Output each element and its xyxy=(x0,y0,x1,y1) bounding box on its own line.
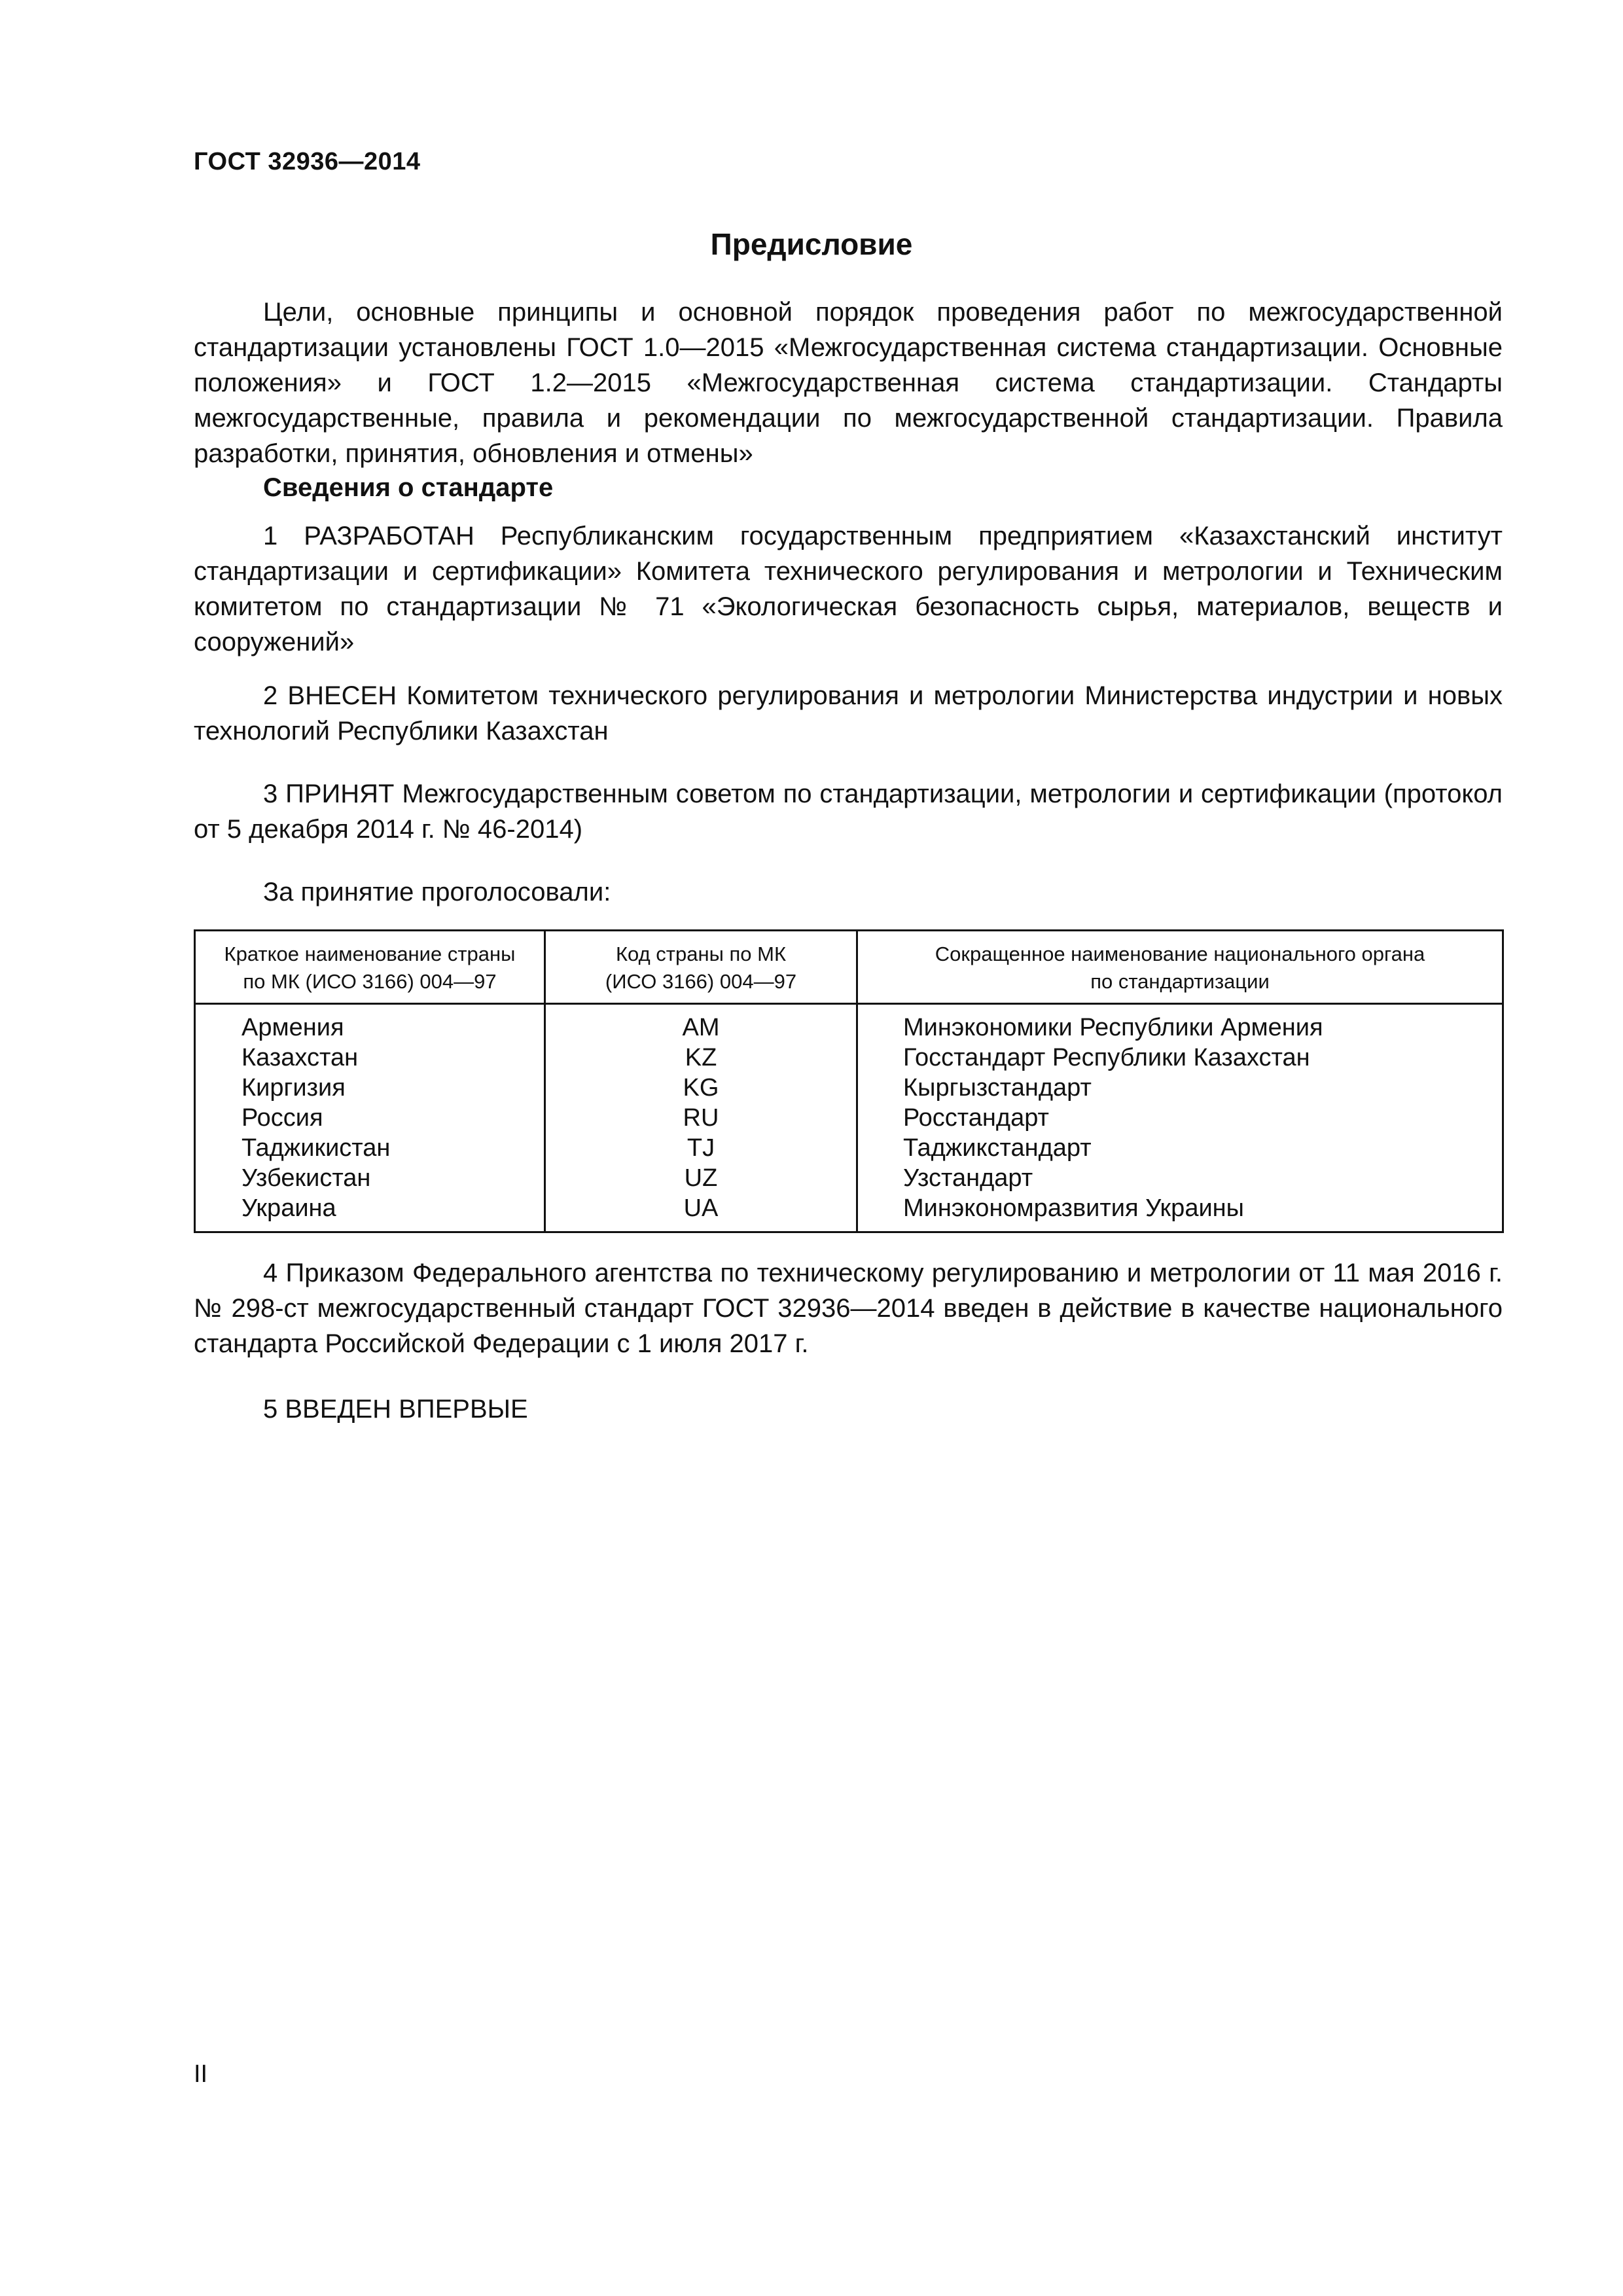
country-code: KZ xyxy=(685,1044,717,1071)
national-body: Росстандарт xyxy=(903,1104,1049,1132)
country-code: AM xyxy=(682,1014,720,1041)
header-national-body xyxy=(858,941,1502,996)
country-name: Таджикистан xyxy=(241,1134,391,1162)
item-adopted: 3 ПРИНЯТ Межгосударственным советом по стандартизации, метрологии и сертификации (протокол от 5 декабря 2014 г. № 46-2014) xyxy=(194,780,1503,844)
voting-countries-table xyxy=(194,929,1504,1233)
header-text: по стандартизации xyxy=(1090,970,1270,993)
table-row xyxy=(196,1073,1502,1103)
national-body: Минэкономики Республики Армения xyxy=(903,1014,1323,1041)
country-name: Киргизия xyxy=(241,1074,346,1102)
item-developed: 1 РАЗРАБОТАН Республиканским государственным предприятием «Казахстанский институт стандартизации и сертификации» Комитета технического регулирования и метрологии и Техническим комитетом по стандартизации № 71 «Экологическая безопасность сырья, материалов, веществ и сооружений» xyxy=(194,522,1503,656)
intro-paragraph: Цели, основные принципы и основной порядок проведения работ по межгосударственной стандартизации установлены ГОСТ 1.0—2015 «Межгосударственная система стандартизации. Основные положения» и ГОСТ 1.2—2015 «Межгосударственная система стандартизации. Стандарты межгосударственные, правила и рекомендации по межгосударственной стандартизации. Правила разработки, принятия, обновления и отмены» xyxy=(194,298,1503,468)
table-row xyxy=(196,1013,1502,1043)
header-text: Сокращенное наименование национального органа xyxy=(935,942,1425,965)
national-body: Минэкономразвития Украины xyxy=(903,1194,1244,1222)
national-body: Узстандарт xyxy=(903,1164,1033,1192)
national-body: Госстандарт Республики Казахстан xyxy=(903,1044,1310,1071)
country-name: Казахстан xyxy=(241,1044,359,1071)
table-body xyxy=(196,1013,1502,1229)
table-row xyxy=(196,1193,1502,1223)
country-name: Россия xyxy=(241,1104,323,1132)
country-code: UA xyxy=(683,1194,719,1222)
country-code: KG xyxy=(683,1074,719,1102)
national-body: Таджикстандарт xyxy=(903,1134,1092,1162)
item-enacted: 4 Приказом Федерального агентства по техническому регулированию и метрологии от 11 мая 2016 г. № 298-ст межгосударственный стандарт ГОСТ 32936—2014 введен в действие в качестве национального стандарта Российской Федерации с 1 июля 2017 г. xyxy=(194,1259,1503,1358)
header-country-name xyxy=(196,941,544,996)
header-text: (ИСО 3166) 004—97 xyxy=(605,970,797,993)
document-code-header: ГОСТ 32936—2014 xyxy=(194,148,421,175)
header-text: по МК (ИСО 3166) 004—97 xyxy=(243,970,497,993)
info-heading: Сведения о стандарте xyxy=(263,473,554,502)
country-name: Украина xyxy=(241,1194,336,1222)
table-row xyxy=(196,1163,1502,1193)
page-number: II xyxy=(194,2060,208,2088)
table-header xyxy=(196,931,1502,1005)
country-code: TJ xyxy=(687,1134,715,1162)
header-country-code xyxy=(546,941,856,996)
voted-label: За принятие проголосовали: xyxy=(263,878,611,906)
item-submitted: 2 ВНЕСЕН Комитетом технического регулирования и метрологии Министерства индустрии и новых технологий Республики Казахстан xyxy=(194,681,1503,745)
country-name: Армения xyxy=(241,1014,344,1041)
country-name: Узбекистан xyxy=(241,1164,371,1192)
table-row xyxy=(196,1133,1502,1163)
country-code: RU xyxy=(683,1104,719,1132)
table-row xyxy=(196,1043,1502,1073)
page-title: Предисловие xyxy=(710,227,913,261)
country-code: UZ xyxy=(684,1164,718,1192)
table-row xyxy=(196,1103,1502,1133)
header-text: Краткое наименование страны xyxy=(224,942,516,965)
national-body: Кыргызстандарт xyxy=(903,1074,1092,1102)
header-text: Код страны по МК xyxy=(615,942,787,965)
item-first-introduced: 5 ВВЕДЕН ВПЕРВЫЕ xyxy=(263,1395,528,1424)
